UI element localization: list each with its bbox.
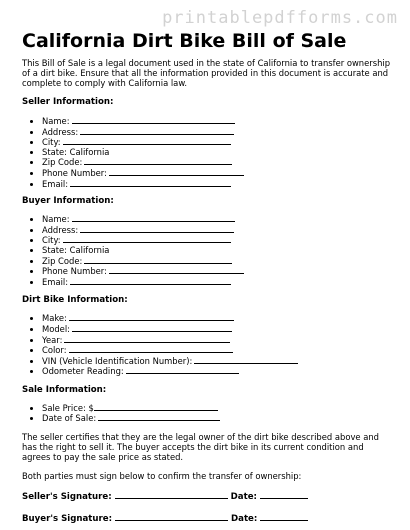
buyer-name-item <box>42 214 392 225</box>
sale-heading: Sale Information: <box>22 384 107 395</box>
buyer-signature-field[interactable] <box>115 513 228 521</box>
seller-date-field[interactable] <box>260 491 308 499</box>
intro-paragraph: This Bill of Sale is a legal document used in the state of California to transfer ownership of a dirt bike. Ensure that all the information provided in this document is accurate and complete to comply with California law. <box>22 58 391 88</box>
buyer-address-label: Address: <box>42 224 79 235</box>
document-title: California Dirt Bike Bill of Sale <box>22 30 347 52</box>
bike-year-label: Year: <box>42 334 63 345</box>
bike-model-item <box>42 324 392 335</box>
buyer-fields <box>22 214 392 287</box>
buyer-phone-label: Phone Number: <box>42 266 107 277</box>
seller-email-field[interactable] <box>70 179 231 187</box>
buyer-phone-field[interactable] <box>109 266 244 274</box>
sale-price-item <box>42 403 392 414</box>
seller-zip-item <box>42 157 392 168</box>
seller-heading: Seller Information: <box>22 97 114 107</box>
seller-city-field[interactable] <box>63 137 231 145</box>
seller-city-label: City: <box>42 137 61 148</box>
seller-address-label: Address: <box>42 126 79 137</box>
seller-email-label: Email: <box>42 178 69 189</box>
seller-signature-field[interactable] <box>115 491 228 499</box>
buyer-signature-label: Buyer's Signature: <box>22 514 113 525</box>
buyer-name-field[interactable] <box>72 214 235 222</box>
buyer-state-item <box>42 246 392 256</box>
seller-state-label: State: California <box>42 146 110 157</box>
bike-year-item <box>42 335 392 346</box>
bike-color-field[interactable] <box>69 345 233 353</box>
bike-odometer-item <box>42 366 392 377</box>
buyer-date-label: Date: <box>231 514 258 525</box>
buyer-signature-row <box>22 513 392 524</box>
sale-price-field[interactable] <box>94 403 218 411</box>
sale-price-label: Sale Price: $ <box>42 402 94 413</box>
document-body <box>22 58 392 524</box>
bike-color-item <box>42 345 392 356</box>
certification-paragraph: The seller certifies that they are the legal owner of the dirt bike described above and has the right to sell it. The buyer accepts the dirt bike in its current condition and agrees to pay the sale price as stated. <box>22 432 379 463</box>
bike-make-item <box>42 313 392 324</box>
buyer-city-field[interactable] <box>63 235 231 243</box>
buyer-zip-field[interactable] <box>84 256 232 264</box>
seller-name-label: Name: <box>42 116 70 126</box>
seller-phone-field[interactable] <box>109 168 244 176</box>
buyer-date-field[interactable] <box>260 513 308 521</box>
bike-vin-field[interactable] <box>194 356 298 364</box>
sale-date-label: Date of Sale: <box>42 413 97 424</box>
buyer-zip-item <box>42 256 392 267</box>
buyer-address-field[interactable] <box>80 225 234 233</box>
buyer-email-item <box>42 277 392 288</box>
bike-heading: Dirt Bike Information: <box>22 295 128 306</box>
seller-phone-item <box>42 168 392 179</box>
buyer-zip-label: Zip Code: <box>42 255 83 266</box>
bike-odometer-field[interactable] <box>126 366 239 374</box>
bike-make-field[interactable] <box>69 313 234 321</box>
buyer-city-label: City: <box>42 235 61 246</box>
seller-signature-label: Seller's Signature: <box>22 492 112 503</box>
bike-model-field[interactable] <box>72 324 232 332</box>
bike-vin-label: VIN (Vehicle Identification Number): <box>42 355 193 366</box>
buyer-email-field[interactable] <box>70 277 231 285</box>
seller-fields <box>22 116 392 189</box>
sale-fields <box>22 403 392 424</box>
seller-name-item <box>42 116 392 127</box>
seller-state-item <box>42 148 392 158</box>
seller-zip-field[interactable] <box>84 157 232 165</box>
signature-instruction: Both parties must sign below to confirm the transfer of ownership: <box>22 471 302 482</box>
seller-address-item <box>42 127 392 138</box>
bike-vin-item <box>42 356 392 367</box>
bike-year-field[interactable] <box>64 335 230 343</box>
seller-signature-row <box>22 491 392 502</box>
bike-odometer-label: Odometer Reading: <box>42 366 124 377</box>
buyer-email-label: Email: <box>42 276 69 287</box>
sale-date-item <box>42 413 392 424</box>
watermark: printablepdfforms.com <box>162 8 398 28</box>
seller-address-field[interactable] <box>80 127 234 135</box>
seller-email-item <box>42 179 392 190</box>
buyer-heading: Buyer Information: <box>22 196 114 207</box>
bike-model-label: Model: <box>42 323 70 334</box>
bike-make-label: Make: <box>42 313 67 324</box>
seller-date-label: Date: <box>230 492 257 503</box>
seller-name-field[interactable] <box>72 116 235 124</box>
bike-color-label: Color: <box>42 345 67 356</box>
seller-phone-label: Phone Number: <box>42 167 107 178</box>
buyer-state-label: State: California <box>42 244 110 255</box>
buyer-phone-item <box>42 266 392 277</box>
buyer-name-label: Name: <box>42 214 70 225</box>
buyer-address-item <box>42 225 392 236</box>
bike-fields <box>22 313 392 377</box>
seller-zip-label: Zip Code: <box>42 157 83 168</box>
sale-date-field[interactable] <box>98 413 220 421</box>
